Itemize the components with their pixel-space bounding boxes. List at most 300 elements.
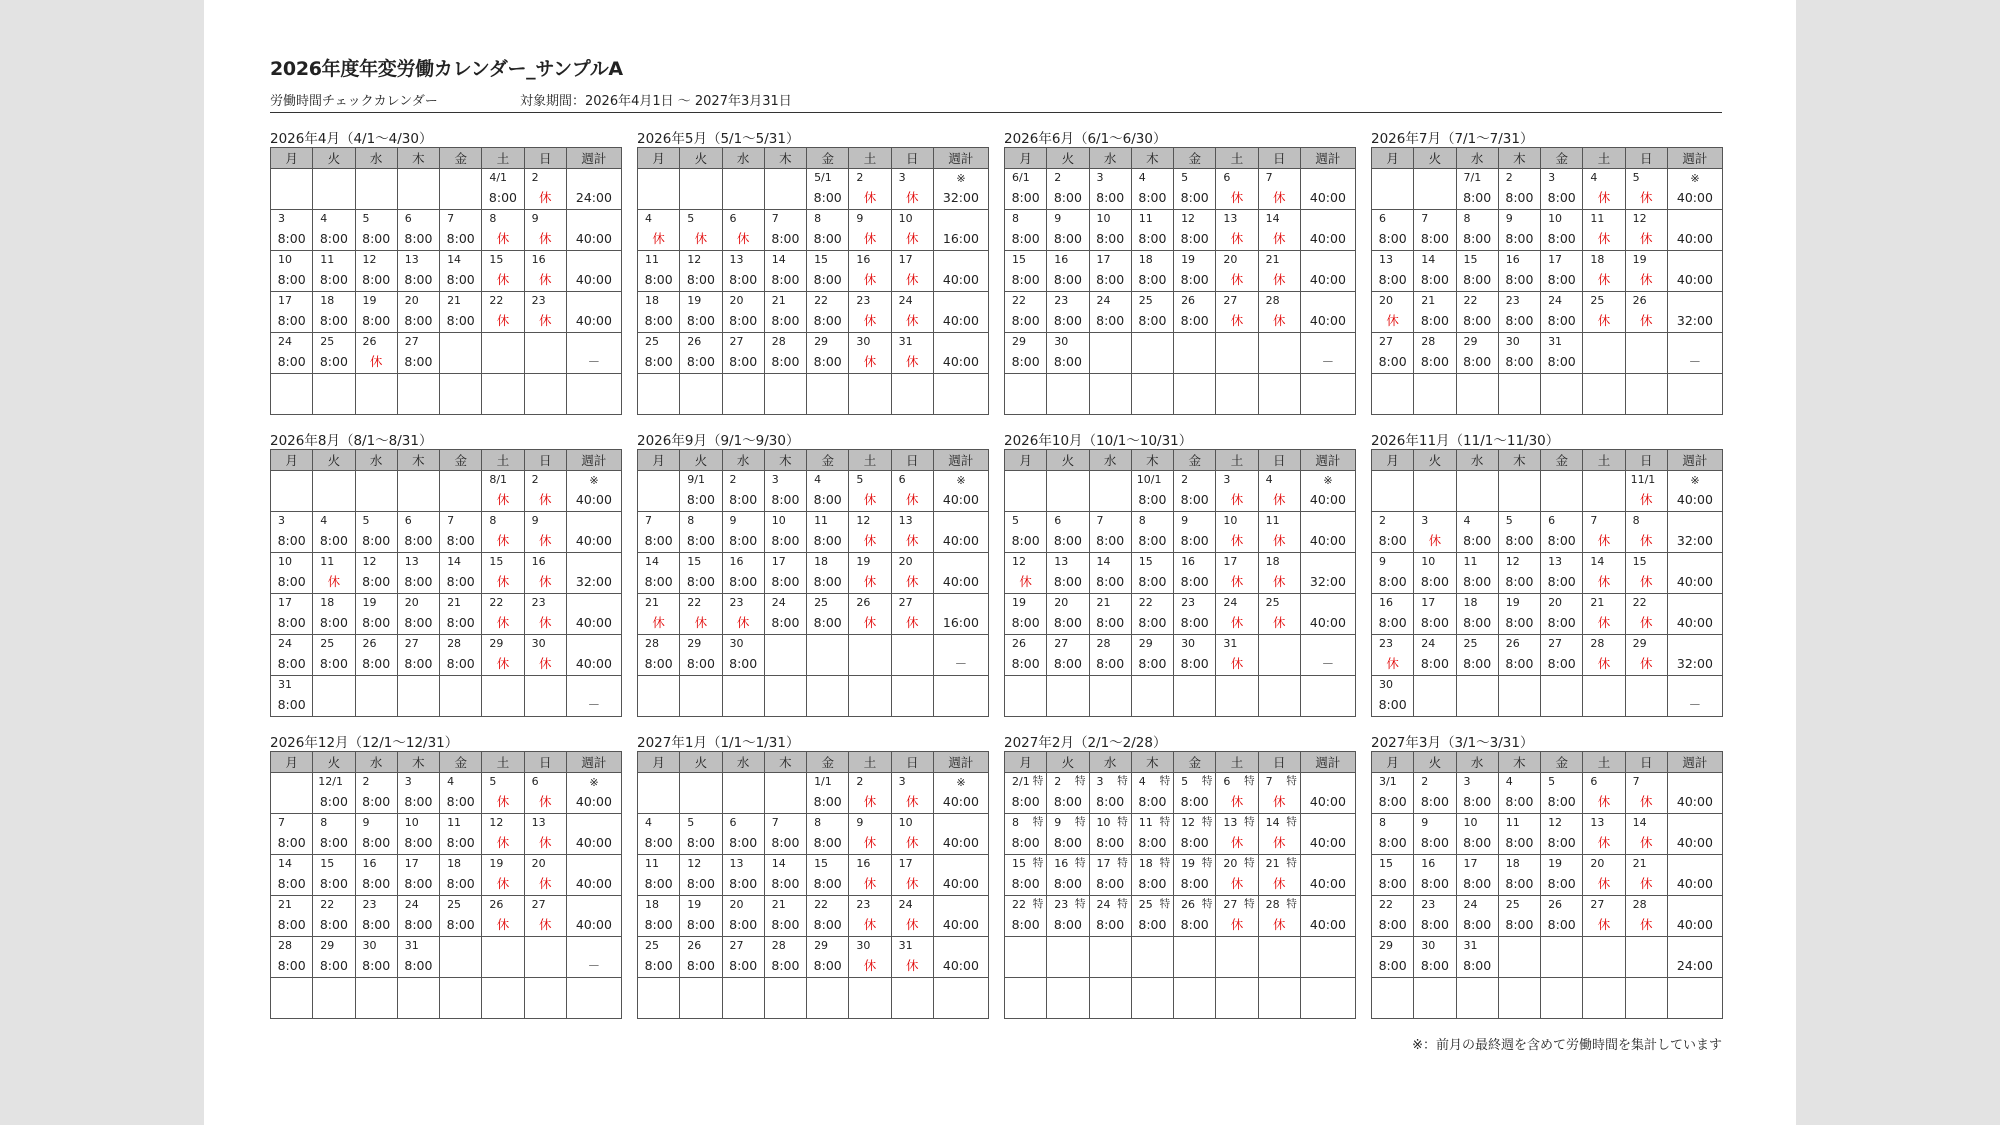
day-number: 5 — [489, 775, 497, 788]
work-hours: 8:00 — [1378, 876, 1407, 891]
week-row — [1372, 512, 1723, 553]
work-hours: 8:00 — [362, 958, 391, 973]
work-hours: 8:00 — [813, 492, 842, 507]
work-hours: 8:00 — [1138, 190, 1167, 205]
work-hours: 8:00 — [813, 574, 842, 589]
holiday-mark: 休 — [863, 835, 877, 850]
work-hours: 8:00 — [1505, 354, 1534, 369]
day-cell — [1625, 292, 1667, 333]
week-row — [638, 676, 989, 717]
day-number: 14 — [447, 253, 462, 266]
holiday-mark: 休 — [538, 876, 552, 891]
weekly-total-cell — [566, 896, 621, 937]
holiday-mark: 休 — [1272, 794, 1286, 809]
day-number: 30 — [1181, 637, 1196, 650]
weekly-total-cell — [1300, 169, 1355, 210]
day-cell — [524, 512, 566, 553]
day-cell — [680, 512, 722, 553]
day-cell — [1089, 937, 1131, 978]
day-number: 19 — [1505, 596, 1520, 609]
day-cell — [1541, 333, 1583, 374]
day-cell — [680, 553, 722, 594]
weekly-total-cell — [933, 210, 988, 251]
day-cell — [1089, 169, 1131, 210]
work-hours: 8:00 — [1096, 313, 1125, 328]
work-hours: 8:00 — [1138, 835, 1167, 850]
work-hours: 8:00 — [404, 794, 433, 809]
day-number: 23 — [856, 898, 871, 911]
day-number: 22 — [1463, 294, 1478, 307]
day-cell — [807, 773, 849, 814]
day-number: 21 — [1265, 857, 1280, 870]
weekday-header: 金 — [1174, 148, 1216, 169]
day-cell — [440, 251, 482, 292]
day-number: 22 — [320, 898, 335, 911]
day-cell — [1005, 676, 1047, 717]
day-number: 17 — [898, 857, 913, 870]
week-row — [1005, 855, 1356, 896]
work-hours: 8:00 — [686, 574, 715, 589]
work-hours: 8:00 — [1053, 615, 1082, 630]
weekday-header: 土 — [1216, 752, 1258, 773]
day-number: 18 — [1463, 596, 1478, 609]
day-number: 6 — [729, 816, 737, 829]
work-hours: 8:00 — [1463, 876, 1492, 891]
week-row — [271, 896, 622, 937]
holiday-mark: 休 — [1230, 794, 1244, 809]
weekday-header: 土 — [482, 148, 524, 169]
day-cell — [1372, 553, 1414, 594]
work-hours: 8:00 — [404, 272, 433, 287]
work-hours: 8:00 — [362, 231, 391, 246]
day-number: 4 — [1590, 171, 1598, 184]
holiday-mark: 休 — [327, 574, 341, 589]
weekday-header: 日 — [1625, 148, 1667, 169]
day-cell — [764, 676, 806, 717]
month-title: 2026年9月（9/1～9/30） — [637, 433, 800, 449]
weekly-total-header: 週計 — [566, 450, 621, 471]
work-hours: 8:00 — [1547, 656, 1576, 671]
weekly-total-value: 40:00 — [1309, 917, 1346, 932]
day-cell — [355, 374, 397, 415]
weekly-total-cell — [1667, 553, 1722, 594]
holiday-mark: 休 — [863, 958, 877, 973]
day-cell — [524, 553, 566, 594]
weekday-header: 木 — [1498, 752, 1540, 773]
day-cell — [355, 814, 397, 855]
work-hours: 8:00 — [362, 574, 391, 589]
work-hours: 8:00 — [1463, 835, 1492, 850]
day-number: 19 — [687, 294, 702, 307]
work-hours: 8:00 — [813, 794, 842, 809]
day-number: 10 — [1463, 816, 1478, 829]
day-cell — [722, 333, 764, 374]
day-cell — [1131, 374, 1173, 415]
holiday-mark: 休 — [863, 615, 877, 630]
day-number: 28 — [1265, 898, 1280, 911]
day-cell — [1414, 374, 1456, 415]
day-cell — [524, 676, 566, 717]
day-number: 6 — [1548, 514, 1556, 527]
work-hours: 8:00 — [446, 231, 475, 246]
day-cell — [764, 210, 806, 251]
day-cell — [807, 594, 849, 635]
day-number: 13 — [729, 253, 744, 266]
special-day-mark: 特 — [1117, 775, 1128, 787]
work-hours: 8:00 — [1547, 876, 1576, 891]
day-cell — [1498, 896, 1540, 937]
weekday-header-row — [638, 752, 989, 773]
day-cell — [271, 855, 313, 896]
day-cell — [313, 896, 355, 937]
day-cell — [271, 333, 313, 374]
day-number: 15 — [1012, 253, 1026, 266]
weekday-header: 土 — [1216, 450, 1258, 471]
weekday-header: 火 — [1414, 752, 1456, 773]
day-number: 9 — [1054, 816, 1062, 829]
day-cell — [1498, 471, 1540, 512]
work-hours: 8:00 — [1011, 533, 1040, 548]
day-number: 14 — [447, 555, 462, 568]
day-number: 26 — [687, 335, 702, 348]
work-hours: 8:00 — [1180, 272, 1209, 287]
holiday-mark: 休 — [538, 313, 552, 328]
day-number: 11 — [1138, 212, 1153, 225]
day-cell — [849, 896, 891, 937]
work-hours: 8:00 — [1011, 615, 1040, 630]
holiday-mark: 休 — [496, 272, 510, 287]
day-number: 18 — [320, 294, 335, 307]
work-hours: 8:00 — [1420, 272, 1449, 287]
work-hours: 8:00 — [446, 876, 475, 891]
day-number: 30 — [1054, 335, 1069, 348]
weekday-header: 金 — [807, 450, 849, 471]
week-row — [271, 292, 622, 333]
weekly-total-cell — [1667, 251, 1722, 292]
weekly-total-value: 40:00 — [575, 231, 612, 246]
day-cell — [680, 635, 722, 676]
weekday-header: 水 — [1089, 148, 1131, 169]
day-cell — [1258, 896, 1300, 937]
day-number: 17 — [1096, 857, 1111, 870]
weekly-total-header: 週計 — [1300, 450, 1355, 471]
day-cell — [1258, 814, 1300, 855]
day-number: 2 — [531, 171, 539, 184]
day-cell — [271, 773, 313, 814]
day-cell — [524, 773, 566, 814]
day-number: 8 — [489, 514, 497, 527]
day-number: 19 — [1012, 596, 1026, 609]
day-cell — [1414, 978, 1456, 1019]
holiday-mark: 休 — [496, 876, 510, 891]
work-hours: 8:00 — [404, 835, 433, 850]
work-hours: 8:00 — [277, 876, 306, 891]
holiday-mark: 休 — [1639, 794, 1653, 809]
weekday-header: 日 — [891, 148, 933, 169]
weekday-header: 木 — [397, 148, 439, 169]
day-number: 4 — [645, 212, 652, 225]
day-cell — [638, 896, 680, 937]
holiday-mark: 休 — [1386, 656, 1399, 671]
day-cell — [1131, 594, 1173, 635]
day-cell — [355, 635, 397, 676]
day-cell — [1625, 635, 1667, 676]
day-cell — [524, 374, 566, 415]
day-cell — [271, 169, 313, 210]
day-cell — [482, 169, 524, 210]
day-number: 16 — [531, 253, 546, 266]
day-cell — [1583, 635, 1625, 676]
month-table — [1371, 751, 1723, 1019]
day-cell — [397, 896, 439, 937]
day-number: 8 — [1012, 816, 1019, 829]
weekly-total-cell — [1667, 676, 1722, 717]
day-cell — [891, 251, 933, 292]
day-cell — [524, 635, 566, 676]
day-cell — [482, 635, 524, 676]
weekday-header: 日 — [524, 450, 566, 471]
day-cell — [1625, 553, 1667, 594]
work-hours: 8:00 — [644, 533, 673, 548]
day-cell — [680, 169, 722, 210]
work-hours: 8:00 — [729, 313, 758, 328]
day-cell — [1625, 773, 1667, 814]
week-row — [638, 773, 989, 814]
day-number: 6 — [404, 212, 412, 225]
work-hours: 8:00 — [404, 231, 433, 246]
day-number: 5 — [362, 212, 370, 225]
month-title: 2026年12月（12/1～12/31） — [270, 735, 459, 751]
work-hours: 8:00 — [1547, 272, 1576, 287]
day-cell — [1372, 292, 1414, 333]
work-hours: 8:00 — [771, 313, 800, 328]
work-hours: 8:00 — [1180, 917, 1209, 932]
day-number: 18 — [1505, 857, 1520, 870]
day-cell — [638, 374, 680, 415]
day-cell — [1414, 594, 1456, 635]
weekday-header: 火 — [1414, 450, 1456, 471]
day-cell — [1372, 896, 1414, 937]
day-number: 2 — [1505, 171, 1513, 184]
day-cell — [1131, 333, 1173, 374]
weekday-header: 月 — [271, 148, 313, 169]
holiday-mark: 休 — [1597, 917, 1611, 932]
special-day-mark: 特 — [1201, 775, 1213, 787]
work-hours: 8:00 — [813, 876, 842, 891]
day-number: 16 — [1379, 596, 1393, 609]
day-cell — [849, 978, 891, 1019]
day-number: 3 — [898, 775, 906, 788]
day-cell — [1047, 635, 1089, 676]
day-cell — [1131, 169, 1173, 210]
day-cell — [482, 210, 524, 251]
day-number: 29 — [1379, 939, 1393, 952]
day-number: 22 — [1012, 898, 1026, 911]
work-hours: 8:00 — [1547, 231, 1576, 246]
target-period: 対象期間：2026年4月1日 ～ 2027年3月31日 — [520, 94, 792, 109]
day-number: 10 — [404, 816, 419, 829]
day-cell — [1258, 374, 1300, 415]
special-day-mark: 特 — [1117, 898, 1128, 910]
holiday-mark: 休 — [538, 574, 552, 589]
work-hours: 8:00 — [729, 272, 758, 287]
day-number: 27 — [404, 637, 419, 650]
work-hours: 8:00 — [1180, 492, 1209, 507]
month-title: 2026年6月（6/1～6/30） — [1004, 131, 1167, 147]
work-hours: 8:00 — [1505, 272, 1534, 287]
day-cell — [271, 896, 313, 937]
day-number: 18 — [814, 555, 829, 568]
day-number: 9 — [1181, 514, 1189, 527]
day-cell — [397, 553, 439, 594]
work-hours: 8:00 — [1180, 574, 1209, 589]
day-cell — [680, 374, 722, 415]
weekday-header: 木 — [764, 752, 806, 773]
work-hours: 8:00 — [446, 794, 475, 809]
day-number: 30 — [856, 335, 871, 348]
day-cell — [891, 512, 933, 553]
day-cell — [891, 169, 933, 210]
day-number: 31 — [1223, 637, 1238, 650]
day-cell — [1414, 210, 1456, 251]
work-hours: 8:00 — [1505, 190, 1534, 205]
weekly-total-cell — [933, 896, 988, 937]
holiday-mark: 休 — [1272, 231, 1286, 246]
day-cell — [722, 594, 764, 635]
special-day-mark: 特 — [1201, 816, 1213, 828]
weekly-total-cell — [566, 471, 621, 512]
day-cell — [1625, 471, 1667, 512]
weekly-total-cell — [1667, 814, 1722, 855]
day-cell — [313, 676, 355, 717]
weekly-total-value: 32:00 — [575, 574, 612, 589]
day-number: 20 — [1379, 294, 1393, 307]
work-hours: 8:00 — [1463, 533, 1492, 548]
day-cell — [764, 635, 806, 676]
day-cell — [764, 855, 806, 896]
day-cell — [271, 814, 313, 855]
day-cell — [1625, 512, 1667, 553]
day-cell — [1216, 169, 1258, 210]
day-number: 10 — [1548, 212, 1563, 225]
day-cell — [1047, 594, 1089, 635]
weekly-total-value: 40:00 — [1309, 615, 1346, 630]
weekday-header: 月 — [1372, 148, 1414, 169]
weekly-total-value: 16:00 — [942, 231, 979, 246]
day-cell — [1258, 471, 1300, 512]
day-cell — [764, 773, 806, 814]
day-number: 25 — [1265, 596, 1280, 609]
day-cell — [807, 676, 849, 717]
day-number: 24 — [278, 335, 292, 348]
holiday-mark: 休 — [538, 190, 552, 205]
weekly-total-cell — [1300, 855, 1355, 896]
work-hours: 8:00 — [277, 958, 306, 973]
work-hours: 8:00 — [1378, 533, 1407, 548]
weekly-total-cell — [933, 512, 988, 553]
weekday-header: 水 — [355, 752, 397, 773]
holiday-mark: 休 — [538, 492, 552, 507]
day-cell — [1498, 210, 1540, 251]
day-number: 28 — [771, 335, 786, 348]
day-cell — [1258, 169, 1300, 210]
day-number: 20 — [404, 596, 419, 609]
day-cell — [1625, 594, 1667, 635]
day-number: 9 — [729, 514, 737, 527]
day-cell — [1541, 553, 1583, 594]
day-number: 20 — [1054, 596, 1069, 609]
weekday-header: 月 — [271, 752, 313, 773]
work-hours: 8:00 — [1463, 190, 1492, 205]
day-cell — [1498, 333, 1540, 374]
holiday-mark: 休 — [1639, 574, 1653, 589]
day-cell — [313, 773, 355, 814]
weekday-header: 火 — [1047, 450, 1089, 471]
work-hours: 8:00 — [686, 958, 715, 973]
day-cell — [849, 814, 891, 855]
day-number: 31 — [278, 678, 292, 691]
day-cell — [849, 676, 891, 717]
day-number: 7 — [278, 816, 285, 829]
day-cell — [1216, 251, 1258, 292]
weekly-total-value: 32:00 — [1309, 574, 1346, 589]
weekday-header: 木 — [1131, 450, 1173, 471]
holiday-mark: 休 — [1639, 917, 1653, 932]
holiday-mark: 休 — [905, 876, 919, 891]
day-cell — [807, 855, 849, 896]
day-number: 24 — [1096, 294, 1111, 307]
special-day-mark: 特 — [1159, 775, 1171, 787]
day-cell — [271, 937, 313, 978]
day-number: 8 — [1138, 514, 1146, 527]
holiday-mark: 休 — [1272, 876, 1286, 891]
weekday-header: 火 — [680, 752, 722, 773]
day-cell — [722, 553, 764, 594]
day-number: 11/1 — [1630, 473, 1656, 486]
day-number: 26 — [1548, 898, 1563, 911]
day-cell — [313, 251, 355, 292]
day-number: 8/1 — [489, 473, 508, 486]
holiday-mark: 休 — [1230, 272, 1244, 287]
day-number: 24 — [1096, 898, 1111, 911]
day-cell — [1258, 978, 1300, 1019]
day-cell — [1456, 978, 1498, 1019]
week-row — [271, 814, 622, 855]
month-title: 2027年1月（1/1～1/31） — [637, 735, 800, 751]
special-day-mark: 特 — [1032, 857, 1044, 869]
work-hours: 8:00 — [771, 615, 800, 630]
week-row — [1005, 210, 1356, 251]
week-row — [1005, 896, 1356, 937]
day-number: 7 — [1632, 775, 1640, 788]
day-cell — [524, 292, 566, 333]
month-table — [1004, 147, 1356, 415]
week-row — [271, 471, 622, 512]
day-cell — [1216, 635, 1258, 676]
day-cell — [1047, 471, 1089, 512]
day-cell — [1498, 814, 1540, 855]
work-hours: 8:00 — [1096, 794, 1125, 809]
day-cell — [1456, 635, 1498, 676]
day-cell — [397, 471, 439, 512]
day-number: 30 — [729, 637, 744, 650]
day-number: 3 — [404, 775, 412, 788]
holiday-mark: 休 — [1597, 190, 1611, 205]
work-hours: 8:00 — [1378, 835, 1407, 850]
work-hours: 8:00 — [813, 190, 842, 205]
day-number: 8 — [320, 816, 328, 829]
day-number: 29 — [814, 939, 829, 952]
